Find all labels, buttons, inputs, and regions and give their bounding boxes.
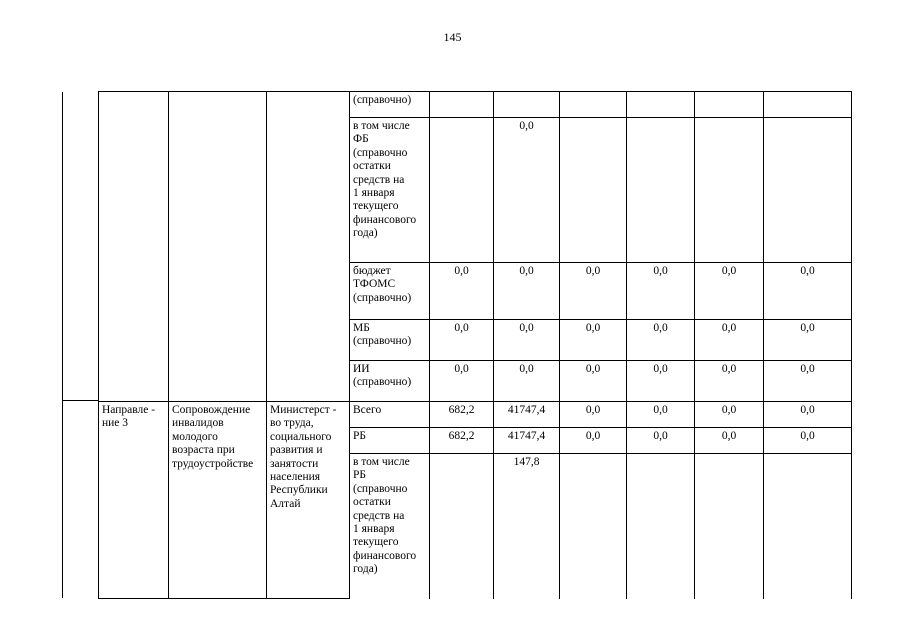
source-line: (справочно <box>353 146 408 159</box>
value-cell: 0,0 <box>494 361 560 402</box>
value-cell: 41747,4 <box>494 428 560 454</box>
value-cell: 0,0 <box>695 402 764 428</box>
source-label: РБ <box>353 430 366 442</box>
value-cell: 0,0 <box>627 402 695 428</box>
source-line: ФБ <box>353 133 369 146</box>
source-line: года) <box>353 563 378 576</box>
value-cell: 0,0 <box>695 263 764 320</box>
source-line: 1 января <box>353 187 395 200</box>
source-line: ИИ <box>353 363 370 375</box>
source-line: ТФОМС <box>353 278 396 291</box>
source-line: бюджет <box>353 265 391 277</box>
source-line: финансового <box>353 549 417 562</box>
source-line: средств на <box>353 509 405 522</box>
source-cell <box>350 454 430 599</box>
source-line: года) <box>353 227 378 240</box>
value-cell: 0,0 <box>494 320 560 361</box>
source-cell <box>350 402 430 428</box>
value-cell <box>764 92 852 118</box>
value-cell: 41747,4 <box>494 402 560 428</box>
event-line: молодого <box>172 430 218 443</box>
value-cell: 0,0 <box>695 361 764 402</box>
source-line: финансового <box>353 213 417 226</box>
event-line: трудоустройстве <box>172 457 254 470</box>
table-row <box>99 402 852 428</box>
source-line: остатки <box>353 160 391 173</box>
value-cell: 0,0 <box>764 402 852 428</box>
event-line: инвалидов <box>172 417 224 430</box>
source-line: (справочно) <box>353 335 412 348</box>
value-cell: 0,0 <box>560 428 627 454</box>
value-cell <box>430 454 494 599</box>
executor-line: Республики <box>270 484 328 497</box>
value-cell <box>695 118 764 263</box>
source-line: (справочно) <box>353 291 412 304</box>
executor-line: Министерст - <box>270 404 337 416</box>
value-cell <box>695 92 764 118</box>
value-cell: 0,0 <box>627 428 695 454</box>
executor-line: населения <box>270 471 321 484</box>
value-cell: 682,2 <box>430 428 494 454</box>
value-cell: 0,0 <box>430 361 494 402</box>
value-cell <box>627 92 695 118</box>
value-cell <box>560 118 627 263</box>
executor-cell-continued <box>267 92 350 402</box>
value-cell: 0,0 <box>764 263 852 320</box>
executor-line: социального <box>270 430 332 443</box>
budget-table <box>98 91 852 599</box>
value-cell <box>560 454 627 599</box>
value-cell: 682,2 <box>430 402 494 428</box>
source-line: МБ <box>353 322 370 334</box>
direction-name-line: Направле - <box>102 404 156 416</box>
source-label: Всего <box>353 404 382 416</box>
source-line: текущего <box>353 536 399 549</box>
source-label: (справочно) <box>353 94 412 106</box>
value-cell: 0,0 <box>695 428 764 454</box>
value-cell: 0,0 <box>494 118 560 263</box>
source-line: в том числе <box>353 120 410 132</box>
event-line: возраста при <box>172 444 235 457</box>
value-cell <box>695 454 764 599</box>
value-cell: 0,0 <box>627 361 695 402</box>
direction-name-line: ние 3 <box>102 417 129 430</box>
value-cell <box>627 454 695 599</box>
value-cell: 0,0 <box>695 320 764 361</box>
executor-line: Алтай <box>270 497 301 510</box>
executor-line: занятости <box>270 457 319 470</box>
source-line: средств на <box>353 173 405 186</box>
value-cell <box>764 454 852 599</box>
executor-line: во труда, <box>270 417 314 430</box>
left-margin-separator <box>62 400 99 401</box>
value-cell <box>430 118 494 263</box>
source-cell <box>350 92 430 118</box>
source-line: (справочно) <box>353 376 412 389</box>
source-line: текущего <box>353 200 399 213</box>
value-cell: 0,0 <box>560 361 627 402</box>
event-cell-continued <box>169 92 267 402</box>
value-cell: 0,0 <box>560 402 627 428</box>
source-line: остатки <box>353 496 391 509</box>
value-cell: 0,0 <box>430 263 494 320</box>
value-cell <box>627 118 695 263</box>
value-cell: 0,0 <box>764 320 852 361</box>
value-cell <box>430 92 494 118</box>
value-cell <box>560 92 627 118</box>
left-margin-rule <box>62 92 63 598</box>
source-line: 1 января <box>353 523 395 536</box>
value-cell: 0,0 <box>764 428 852 454</box>
source-line: РБ <box>353 469 366 482</box>
direction-name-cell <box>99 402 169 599</box>
source-line: в том числе <box>353 456 410 468</box>
source-cell <box>350 361 430 402</box>
value-cell: 0,0 <box>627 263 695 320</box>
page-number: 145 <box>443 30 462 44</box>
event-line: Сопровождение <box>172 404 251 416</box>
value-cell: 0,0 <box>627 320 695 361</box>
value-cell: 0,0 <box>764 361 852 402</box>
name-cell-continued <box>99 92 169 402</box>
value-cell: 0,0 <box>560 263 627 320</box>
source-cell <box>350 118 430 263</box>
source-cell <box>350 320 430 361</box>
value-cell: 0,0 <box>494 263 560 320</box>
event-cell <box>169 402 267 599</box>
value-cell: 0,0 <box>560 320 627 361</box>
value-cell <box>494 92 560 118</box>
source-cell <box>350 263 430 320</box>
value-cell: 147,8 <box>494 454 560 599</box>
value-cell <box>764 118 852 263</box>
executor-line: развития и <box>270 444 323 457</box>
executor-cell <box>267 402 350 599</box>
table-row <box>99 92 852 118</box>
source-cell <box>350 428 430 454</box>
source-line: (справочно <box>353 482 408 495</box>
value-cell: 0,0 <box>430 320 494 361</box>
